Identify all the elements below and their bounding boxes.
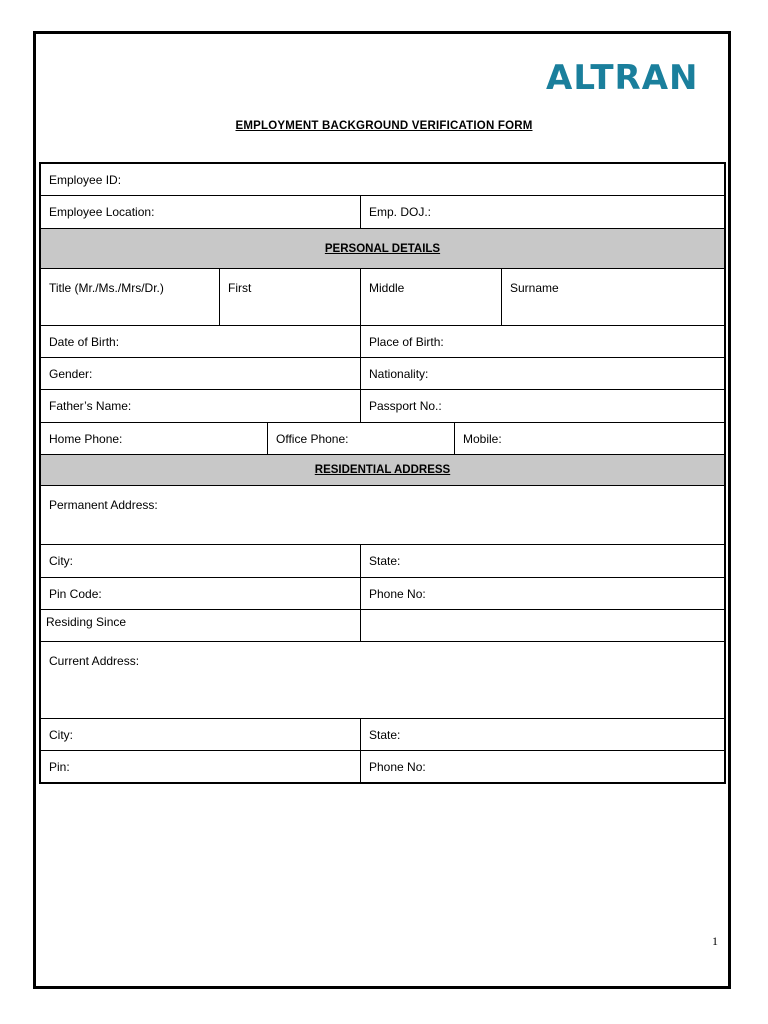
place-of-birth-field[interactable]: Place of Birth:: [369, 334, 444, 349]
row-pin-phone: [41, 578, 724, 610]
first-name-field[interactable]: First: [220, 269, 361, 325]
employee-id-field[interactable]: Employee ID:: [49, 172, 122, 187]
mobile-field[interactable]: Mobile:: [463, 431, 502, 446]
row-employee-id: [41, 164, 724, 196]
row-phones: [41, 423, 724, 455]
current-pin-field[interactable]: Pin:: [41, 751, 361, 782]
row-birth: [41, 326, 724, 358]
row-current-address: [41, 642, 724, 719]
verification-form-table: [39, 162, 726, 784]
row-location-doj: [41, 196, 724, 229]
office-phone-field[interactable]: Office Phone:: [268, 423, 455, 454]
state-field[interactable]: State:: [369, 554, 401, 568]
row-personal-details-header: [41, 229, 724, 269]
passport-no-field[interactable]: Passport No.:: [369, 399, 442, 413]
personal-details-header: PERSONAL DETAILS: [41, 229, 724, 268]
nationality-field[interactable]: Nationality:: [369, 366, 429, 381]
row-gender-nationality: [41, 358, 724, 390]
row-residing-since: [41, 610, 724, 642]
title-field[interactable]: Title (Mr./Ms./Mrs/Dr.): [41, 269, 220, 325]
page-number: 1: [712, 934, 718, 948]
home-phone-field[interactable]: Home Phone:: [41, 423, 268, 454]
fathers-name-field[interactable]: Father’s Name:: [41, 390, 361, 422]
row-father-passport: [41, 390, 724, 423]
form-title: EMPLOYMENT BACKGROUND VERIFICATION FORM: [235, 120, 533, 132]
current-phone-no-field[interactable]: Phone No:: [369, 759, 426, 774]
date-of-birth-field[interactable]: Date of Birth:: [41, 326, 361, 357]
row-current-pin-phone: [41, 751, 724, 782]
current-state-field[interactable]: State:: [369, 727, 401, 742]
residential-address-header: RESIDENTIAL ADDRESS: [41, 455, 724, 485]
employee-location-field[interactable]: Employee Location:: [41, 196, 361, 228]
city-field[interactable]: City:: [41, 545, 361, 577]
altran-logo: ALTRAN: [546, 58, 699, 98]
current-address-field[interactable]: Current Address:: [49, 654, 140, 668]
phone-no-field[interactable]: Phone No:: [369, 586, 426, 601]
residing-since-field[interactable]: Residing Since: [41, 610, 361, 641]
surname-field[interactable]: Surname: [510, 281, 559, 295]
permanent-address-field[interactable]: Permanent Address:: [49, 498, 158, 512]
emp-doj-field[interactable]: Emp. DOJ.:: [369, 205, 432, 219]
row-city-state: [41, 545, 724, 578]
pin-code-field[interactable]: Pin Code:: [41, 578, 361, 609]
middle-name-field[interactable]: Middle: [361, 269, 502, 325]
row-permanent-address: [41, 486, 724, 545]
residing-since-blank-cell[interactable]: [361, 610, 724, 641]
gender-field[interactable]: Gender:: [41, 358, 361, 389]
row-name: [41, 269, 724, 326]
row-current-city-state: [41, 719, 724, 751]
row-residential-address-header: [41, 455, 724, 486]
current-city-field[interactable]: City:: [41, 719, 361, 750]
